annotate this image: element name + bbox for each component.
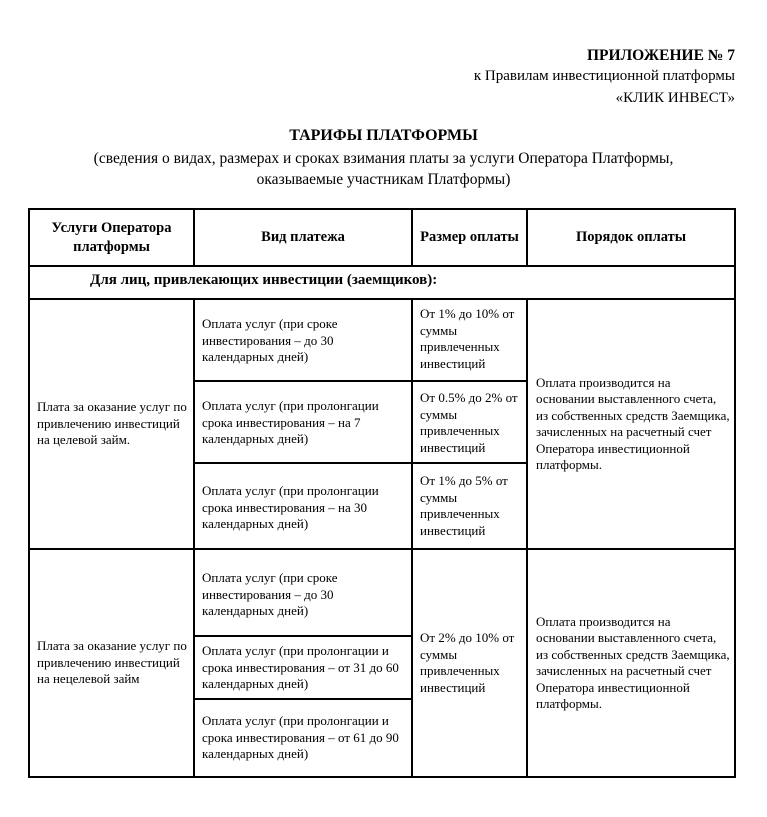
section-borrowers: Для лиц, привлекающих инвестиции (заемщиков): <box>90 272 438 288</box>
group1-amount-2: От 0.5% до 2% от суммы привлеченных инвестиций <box>420 390 518 455</box>
group1-payment-order-text: Оплата производится на основании выставленного счета, из собственных средств Заемщика, зачисленных на расчетный счет Оператора инвестиционной платформы. <box>536 374 730 472</box>
group2-service <box>37 550 189 776</box>
appendix-number: ПРИЛОЖЕНИЕ № 7 <box>587 47 735 64</box>
group1-payment-2: Оплата услуг (при пролонгации срока инвестирования – на 7 календарных дней) <box>202 398 379 446</box>
group1-service-text: Плата за оказание услуг по привлечению инвестиций на целевой займ. <box>37 399 187 448</box>
group2-amount <box>420 550 524 776</box>
group1-payment-1: Оплата услуг (при сроке инвестирования – до 30 календарных дней) <box>202 316 338 364</box>
platform-name: «КЛИК ИНВЕСТ» <box>615 90 735 106</box>
group1-amount-1: От 1% до 10% от суммы привлеченных инвестиций <box>420 306 515 371</box>
page-title: ТАРИФЫ ПЛАТФОРМЫ <box>289 127 478 144</box>
group2-payment-2: Оплата услуг (при пролонгации и срока инвестирования – от 31 до 60 календарных дней) <box>202 643 399 691</box>
page-subtitle-line2: оказываемые участникам Платформы) <box>256 171 511 188</box>
page-subtitle-line1: (сведения о видах, размерах и сроках взимания платы за услуги Оператора Платформы, <box>93 150 674 167</box>
group2-payment-order <box>536 550 730 776</box>
rules-reference: к Правилам инвестиционной платформы <box>473 68 735 84</box>
column-header-payment-order: Порядок оплаты <box>575 229 687 245</box>
group1-service <box>37 300 189 548</box>
column-header-payment-type: Вид платежа <box>261 229 345 245</box>
column-header-amount: Размер оплаты <box>420 229 519 245</box>
group1-payment-3: Оплата услуг (при пролонгации срока инвестирования – на 30 календарных дней) <box>202 483 379 531</box>
group2-amount-text: От 2% до 10% от суммы привлеченных инвестиций <box>420 630 515 695</box>
column-header-services: Услуги Оператора платформы <box>51 219 172 255</box>
group2-payment-order-text: Оплата производится на основании выставленного счета, из собственных средств Заемщика, зачисленных на расчетный счет Оператора инвестиционной платформы. <box>536 613 730 711</box>
group2-payment-1: Оплата услуг (при сроке инвестирования – до 30 календарных дней) <box>202 570 338 618</box>
group2-payment-3: Оплата услуг (при пролонгации и срока инвестирования – от 61 до 90 календарных дней) <box>202 713 399 761</box>
group1-amount-3: От 1% до 5% от суммы привлеченных инвестиций <box>420 473 508 538</box>
group2-service-text: Плата за оказание услуг по привлечению инвестиций на нецелевой займ <box>37 638 187 687</box>
group1-payment-order <box>536 300 730 548</box>
